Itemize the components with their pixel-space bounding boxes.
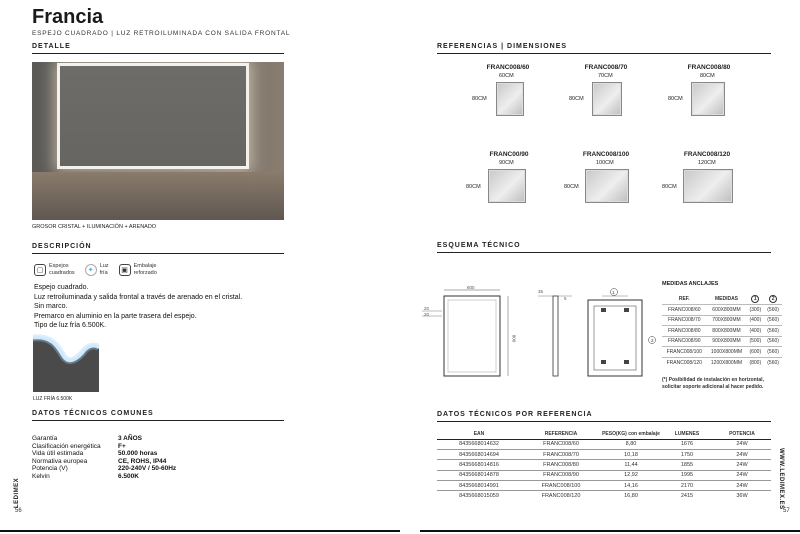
table-cell: (400)	[749, 317, 762, 324]
table-cell: FRANC008/100	[541, 482, 581, 489]
ref-width: 60CM	[499, 73, 514, 79]
brand-left: LEDIMEX	[14, 477, 20, 508]
table-cell: 1200X800MM	[710, 359, 743, 366]
table-cell: 600X800MM	[712, 306, 741, 313]
feature-label: Embalaje	[133, 263, 157, 269]
spec-row	[32, 435, 176, 443]
table-cell: (560)	[767, 317, 779, 324]
spec-label: Kelvin	[32, 472, 50, 480]
table-cell: (300)	[749, 306, 762, 313]
description-line: Sin marco.	[34, 303, 68, 310]
datos-comunes-heading: DATOS TÉCNICOS COMUNES	[32, 410, 154, 417]
table-cell: (560)	[767, 306, 779, 313]
spec-value: 6.500K	[118, 472, 139, 480]
circle-one-marker: 1	[751, 295, 759, 303]
spec-value: CE, ROHS, IP44	[118, 457, 167, 465]
ref-height: 80CM	[472, 96, 487, 102]
feature-label: fría	[99, 269, 108, 276]
anchor-title: MEDIDAS ANCLAJES	[662, 281, 719, 287]
feature-label: reforzado	[133, 269, 157, 276]
dim-top-label: 20	[424, 306, 430, 311]
square-mirror-icon: ▢	[34, 264, 46, 276]
table-cell: FRANC008/100	[666, 348, 702, 355]
table-cell: 900X800MM	[712, 338, 741, 345]
detalle-caption: GROSOR CRISTAL + ILUMINACIÓN + ARENADO	[32, 224, 157, 230]
mirror-closeup	[60, 66, 246, 166]
table-cell: 8435668014991	[459, 482, 499, 489]
tech-table	[437, 429, 771, 501]
spec-label: Vida útil estimada	[32, 450, 84, 458]
referencias-heading: REFERENCIAS | DIMENSIONES	[437, 43, 568, 50]
ref-width: 70CM	[598, 73, 613, 79]
table-cell: 24W	[736, 451, 748, 458]
spec-value: F+	[118, 442, 126, 450]
table-cell: 2415	[680, 493, 694, 500]
bottom-rule-left	[0, 530, 400, 532]
detalle-rule	[32, 53, 284, 54]
table-cell: 8,80	[625, 441, 637, 448]
column-header: EAN	[473, 430, 485, 437]
ref-width: 80CM	[700, 73, 715, 79]
column-header	[746, 294, 764, 305]
ref-width: 90CM	[499, 160, 514, 166]
wall-shadow	[32, 172, 284, 220]
feature-cold-light	[85, 263, 109, 276]
package-icon: ▣	[119, 264, 131, 276]
datos-ref-heading: DATOS TÉCNICOS POR REFERENCIA	[437, 411, 593, 418]
ref-label: FRANC00/90	[489, 151, 529, 158]
ref-label: FRANC008/100	[582, 151, 630, 158]
marker-label: 2	[651, 338, 654, 343]
spec-row	[32, 443, 176, 451]
table-cell: 8435668014816	[459, 462, 499, 469]
table-cell: 16,80	[624, 493, 638, 500]
datos-ref-rule	[437, 421, 771, 422]
table-cell: 8435668014632	[459, 441, 499, 448]
description-line: Espejo cuadrado.	[34, 284, 89, 291]
page-number-left: 56	[15, 508, 22, 514]
description-line: Luz retroiluminada y salida frontal a través de arenado en el cristal.	[34, 293, 243, 301]
table-row	[437, 429, 771, 439]
datos-comunes-rule	[32, 420, 284, 421]
table-cell: 11,44	[624, 462, 638, 469]
ref-label: FRANC008/80	[687, 64, 731, 71]
table-row	[662, 315, 782, 326]
table-cell: FRANC008/120	[666, 359, 702, 366]
dim-height-label: 800	[511, 334, 517, 343]
ref-width: 120CM	[698, 160, 716, 166]
table-cell: 24W	[736, 482, 748, 489]
table-cell: (500)	[749, 338, 762, 345]
column-header	[764, 294, 782, 305]
ref-height: 80CM	[668, 96, 683, 102]
table-cell: 8435668014694	[459, 451, 499, 458]
detail-photo	[32, 62, 284, 220]
table-cell: FRANC008/70	[543, 451, 579, 458]
column-header: POTENCIA	[729, 430, 755, 437]
mirror-thumb	[683, 169, 733, 203]
table-cell: 1995	[680, 472, 694, 479]
spec-label: Normativa europea	[32, 457, 88, 465]
feature-icons	[34, 263, 157, 276]
ref-height: 80CM	[466, 184, 481, 190]
mirror-thumb	[496, 82, 524, 116]
table-cell: 8435668014878	[459, 472, 499, 479]
esquema-rule	[437, 252, 771, 253]
bottom-rule-right	[420, 530, 800, 532]
table-cell: (560)	[767, 359, 779, 366]
table-cell: (400)	[749, 327, 762, 334]
column-header: LUMENES	[674, 430, 700, 437]
marker-label: 1	[612, 290, 615, 295]
esquema-heading: ESQUEMA TÉCNICO	[437, 242, 521, 249]
table-cell: FRANC008/70	[668, 317, 701, 324]
feature-label: Espejos	[49, 263, 69, 269]
table-cell: 14,16	[624, 482, 638, 489]
table-row	[662, 305, 782, 316]
light-drop-icon: ✦	[85, 264, 97, 276]
light-swatch	[33, 332, 99, 392]
table-row	[662, 347, 782, 358]
spec-value: 3 AÑOS	[118, 435, 142, 442]
description-line: Premarco en aluminio en la parte trasera del espejo.	[34, 312, 197, 320]
spec-label: Clasificación energética	[32, 442, 101, 450]
ref-height: 80CM	[569, 96, 584, 102]
table-row	[662, 357, 782, 368]
table-cell: (560)	[767, 327, 779, 334]
technical-drawing	[420, 282, 660, 382]
table-cell: FRANC008/60	[543, 441, 579, 448]
table-cell: 1750	[680, 451, 694, 458]
table-cell: 2170	[680, 482, 694, 489]
ref-label: FRANC008/60	[486, 64, 530, 71]
common-specs	[32, 435, 176, 481]
table-cell: 12,92	[624, 472, 638, 479]
table-row	[437, 450, 771, 460]
dim-depth-label: 5	[564, 296, 567, 301]
table-row	[437, 460, 771, 470]
column-header: REFERENCIA	[544, 430, 578, 437]
circle-two-marker: 2	[769, 295, 777, 303]
ref-label: FRANC008/70	[584, 64, 628, 71]
table-cell: 8435668015059	[459, 493, 499, 500]
table-cell: 10,18	[624, 451, 638, 458]
spec-row	[32, 465, 176, 473]
table-row	[662, 336, 782, 347]
description-text	[34, 283, 242, 331]
table-cell: 1000X800MM	[710, 348, 743, 355]
table-row	[437, 480, 771, 490]
column-header: PESO(KG) con embalaje	[602, 430, 660, 437]
table-cell: (560)	[767, 348, 779, 355]
dim-top-label: 20	[424, 312, 430, 317]
mirror-thumb	[488, 169, 526, 203]
page-number-right: 57	[783, 508, 790, 514]
spec-row	[32, 473, 176, 481]
mirror-thumb	[691, 82, 725, 116]
dim-depth-label: 35	[538, 289, 544, 294]
feature-label: cuadrados	[49, 269, 75, 276]
descripcion-rule	[32, 253, 284, 254]
spec-value: 50.000 horas	[118, 450, 158, 458]
feature-packaging	[119, 263, 157, 276]
table-cell: FRANC008/60	[668, 306, 701, 313]
feature-square	[34, 263, 75, 276]
table-cell: 1676	[680, 441, 694, 448]
table-row	[437, 439, 771, 449]
table-cell: FRANC008/80	[668, 327, 701, 334]
table-cell: 800X800MM	[712, 327, 741, 334]
table-cell: 24W	[736, 462, 748, 469]
anchor-table	[662, 294, 782, 368]
referencias-rule	[437, 53, 771, 54]
spec-row	[32, 450, 176, 458]
column-header: REF.	[678, 296, 690, 302]
table-cell: (560)	[767, 338, 779, 345]
ref-height: 80CM	[564, 184, 579, 190]
dim-width-label: 600	[467, 285, 475, 290]
anchor-note: (*) Posibilidad de instalación en horizontal, solicitar soporte adicional al hacer pedido.	[662, 377, 764, 390]
spec-label: Garantía	[32, 435, 58, 442]
page-title: Francia	[32, 6, 104, 28]
table-cell: FRANC008/90	[668, 338, 701, 345]
table-cell: (800)	[749, 359, 762, 366]
description-line: Tipo de luz fría 6.500K.	[34, 322, 107, 329]
column-header: MEDIDAS	[714, 296, 739, 302]
ref-width: 100CM	[596, 160, 614, 166]
mirror-thumb	[592, 82, 622, 116]
table-cell: 24W	[736, 441, 748, 448]
spec-row	[32, 458, 176, 466]
brand-right: WWW.LEDIMEX.ES	[778, 448, 784, 510]
spec-value: 220-240V / 50-60Hz	[118, 465, 177, 473]
table-cell: 700X800MM	[712, 317, 741, 324]
table-row	[662, 294, 782, 305]
swatch-caption: LUZ FRÍA 6.500K	[33, 396, 73, 402]
ref-height: 80CM	[662, 184, 677, 190]
table-cell: FRANC008/90	[543, 472, 579, 479]
descripcion-heading: DESCRIPCIÓN	[32, 243, 92, 250]
table-cell: 36W	[736, 493, 748, 500]
table-cell: 1855	[680, 462, 694, 469]
detalle-heading: DETALLE	[32, 43, 71, 50]
table-cell: (600)	[749, 348, 762, 355]
mirror-thumb	[585, 169, 629, 203]
table-row	[437, 470, 771, 480]
table-cell: FRANC008/120	[541, 493, 581, 500]
spec-label: Potencia (V)	[32, 465, 68, 473]
ref-label: FRANC008/120	[683, 151, 731, 158]
table-cell: FRANC008/80	[543, 462, 579, 469]
table-row	[662, 326, 782, 337]
table-row	[437, 491, 771, 501]
table-cell: 24W	[736, 472, 748, 479]
page-subtitle: ESPEJO CUADRADO | LUZ RETROILUMINADA CON SALIDA FRONTAL	[32, 30, 291, 37]
feature-label: Luz	[99, 263, 109, 269]
